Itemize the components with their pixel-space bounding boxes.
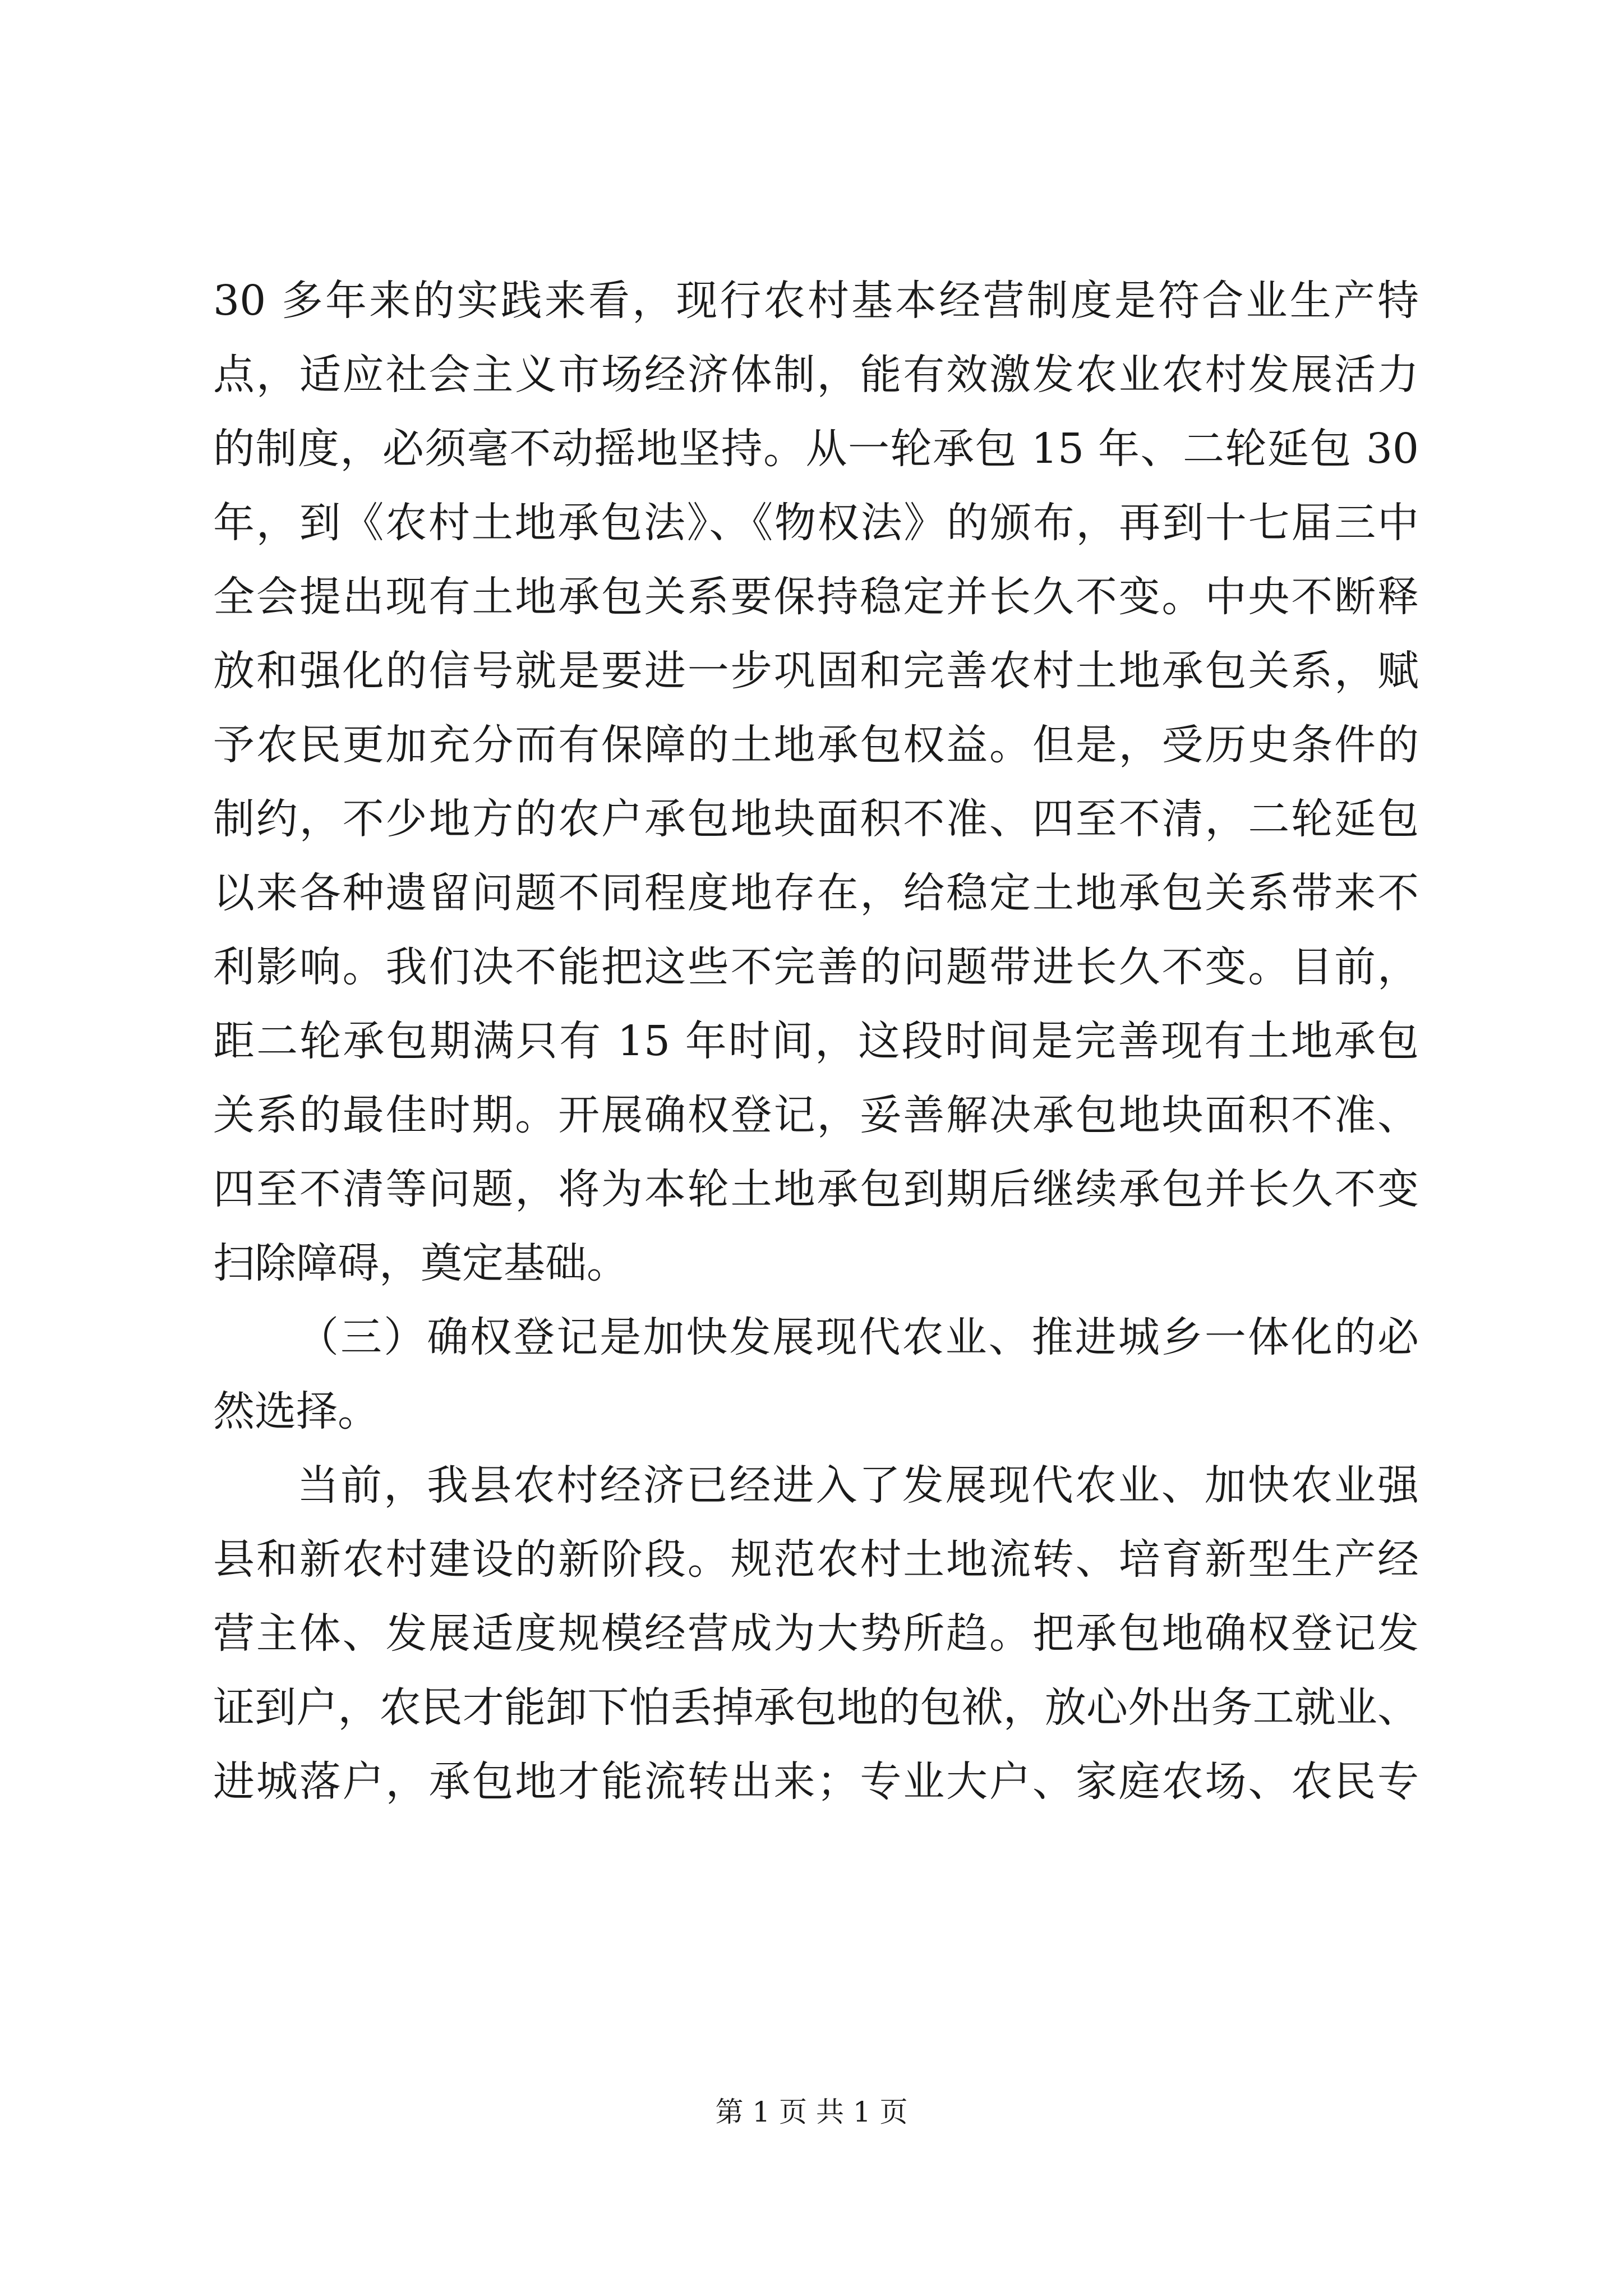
paragraph-line: 四至不清等问题，将为本轮土地承包到期后继续承包并长久不变 (213, 1165, 1419, 1213)
document-body (213, 264, 1419, 1819)
paragraph-line: 制约，不少地方的农户承包地块面积不准、四至不清，二轮延包 (213, 795, 1419, 843)
paragraph-line: 予农民更加充分而有保障的土地承包权益。但是，受历史条件的 (213, 721, 1419, 769)
paragraph-line: 县和新农村建设的新阶段。规范农村土地流转、培育新型生产经 (213, 1535, 1419, 1584)
paragraph-line: 扫除障碍，奠定基础。 (213, 1239, 628, 1287)
paragraph-line: 营主体、发展适度规模经营成为大势所趋。把承包地确权登记发 (213, 1609, 1419, 1658)
page-footer (0, 2095, 1623, 2129)
paragraph-line: 进城落户，承包地才能流转出来；专业大户、家庭农场、农民专 (213, 1757, 1419, 1806)
section-heading-line: （三）确权登记是加快发展现代农业、推进城乡一体化的必 (297, 1313, 1419, 1361)
paragraph-line: 距二轮承包期满只有 15 年时间，这段时间是完善现有土地承包 (213, 1017, 1419, 1065)
section-heading-line: 然选择。 (213, 1387, 379, 1435)
paragraph-line: 当前，我县农村经济已经进入了发展现代农业、加快农业强 (297, 1461, 1419, 1510)
paragraph-line: 利影响。我们决不能把这些不完善的问题带进长久不变。目前， (213, 943, 1419, 991)
paragraph-line: 点，适应社会主义市场经济体制，能有效激发农业农村发展活力 (213, 351, 1419, 399)
paragraph-line: 全会提出现有土地承包关系要保持稳定并长久不变。中央不断释 (213, 573, 1419, 621)
paragraph-line: 以来各种遗留问题不同程度地存在，给稳定土地承包关系带来不 (213, 869, 1419, 917)
paragraph-line: 年，到《农村土地承包法》、《物权法》的颁布，再到十七届三中 (213, 499, 1419, 547)
paragraph-line: 30 多年来的实践来看，现行农村基本经营制度是符合业生产特 (213, 277, 1419, 325)
page-number-label: 第 1 页 共 1 页 (715, 2096, 908, 2128)
paragraph-line: 证到户，农民才能卸下怕丢掉承包地的包袱，放心外出务工就业、 (213, 1683, 1419, 1732)
paragraph-line: 关系的最佳时期。开展确权登记，妥善解决承包地块面积不准、 (213, 1091, 1419, 1139)
paragraph-line: 放和强化的信号就是要进一步巩固和完善农村土地承包关系，赋 (213, 647, 1419, 695)
paragraph-line: 的制度，必须毫不动摇地坚持。从一轮承包 15 年、二轮延包 30 (213, 425, 1419, 473)
